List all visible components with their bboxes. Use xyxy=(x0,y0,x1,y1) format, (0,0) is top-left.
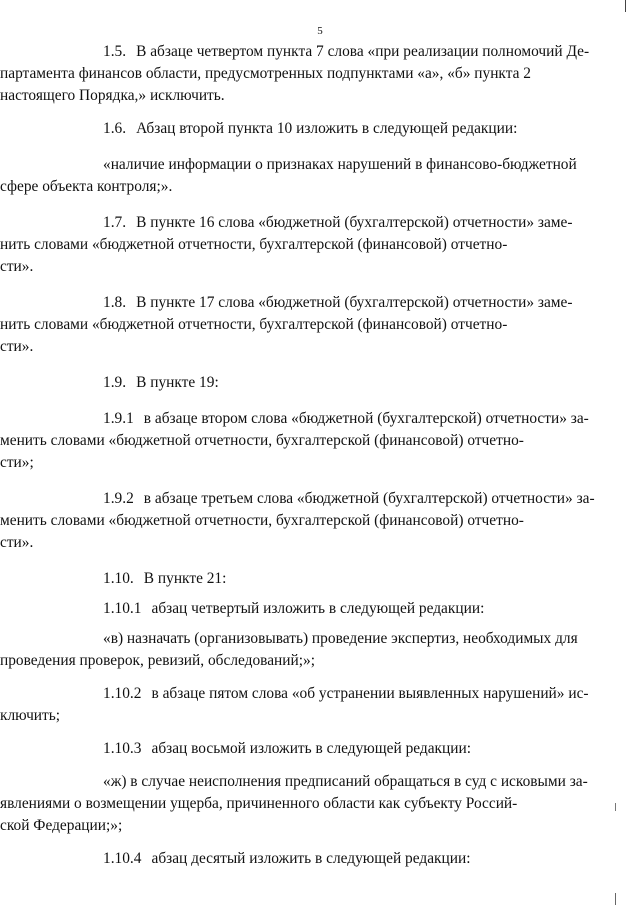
text-line xyxy=(0,314,595,336)
paragraph xyxy=(0,771,595,837)
paragraph-text: сти». xyxy=(0,338,34,355)
paragraph xyxy=(0,212,595,278)
paragraph-text: явлениями о возмещении ущерба, причиненного области как субъекту Россий- xyxy=(0,795,518,812)
paragraph xyxy=(0,292,595,358)
paragraph-text: ключить; xyxy=(0,707,61,724)
paragraph-number: 1.10.4 xyxy=(103,850,142,867)
paragraph-number: 1.6. xyxy=(103,120,127,137)
text-line xyxy=(0,452,595,474)
paragraph xyxy=(103,568,595,590)
paragraph-number: 1.10.3 xyxy=(103,740,142,757)
text-line xyxy=(103,154,595,176)
paragraph-text: абзац восьмой изложить в следующей редакции: xyxy=(151,740,472,757)
paragraph-text: «в) назначать (организовывать) проведение экспертиз, необходимых для xyxy=(103,630,578,647)
paragraph xyxy=(0,408,595,474)
text-line xyxy=(0,793,595,815)
paragraph-text: ской Федерации;»; xyxy=(0,817,123,834)
paragraph xyxy=(0,154,595,198)
paragraph-text: в абзаце третьем слова «бюджетной (бухгалтерской) отчетности» за- xyxy=(143,490,595,507)
paragraph-text: настоящего Порядка,» исключить. xyxy=(0,87,225,104)
paragraph xyxy=(103,598,595,620)
paragraph-text: В абзаце четвертом пункта 7 слова «при реализации полномочий Де- xyxy=(136,43,590,60)
paragraph-text: абзац десятый изложить в следующей редакции: xyxy=(151,850,471,867)
text-line xyxy=(103,848,595,870)
paragraph-text: менить словами «бюджетной отчетности, бухгалтерской (финансовой) отчетно- xyxy=(0,432,524,449)
paragraph-text: в абзаце втором слова «бюджетной (бухгалтерской) отчетности» за- xyxy=(143,410,589,427)
text-line xyxy=(103,41,595,63)
paragraph-number: 1.5. xyxy=(103,43,127,60)
paragraph-number: 1.8. xyxy=(103,294,127,311)
paragraph-number: 1.9.1 xyxy=(103,410,134,427)
paragraph xyxy=(0,683,595,727)
text-line xyxy=(103,118,595,140)
paragraph-text: сфере объекта контроля;». xyxy=(0,178,173,195)
paragraph xyxy=(0,41,595,107)
text-line xyxy=(0,336,595,358)
paragraph-text: сти». xyxy=(0,534,34,551)
paragraph-number: 1.10.2 xyxy=(103,685,142,702)
text-line xyxy=(0,705,595,727)
text-line xyxy=(0,85,595,107)
paragraph-number: 1.10. xyxy=(103,570,134,587)
text-line xyxy=(0,815,595,837)
text-line xyxy=(103,212,595,234)
paragraph-text: «наличие информации о признаках нарушений в финансово-бюджетной xyxy=(103,156,577,173)
text-line xyxy=(0,256,595,278)
paragraph-text: нить словами «бюджетной отчетности, бухгалтерской (финансовой) отчетно- xyxy=(0,236,508,253)
paragraph-text: Абзац второй пункта 10 изложить в следующей редакции: xyxy=(136,120,518,137)
scan-mark xyxy=(615,803,616,811)
paragraph-number: 1.9. xyxy=(103,374,127,391)
paragraph-text: менить словами «бюджетной отчетности, бухгалтерской (финансовой) отчетно- xyxy=(0,512,524,529)
paragraph-number: 1.9.2 xyxy=(103,490,134,507)
text-line xyxy=(103,598,595,620)
paragraph-text: сти». xyxy=(0,258,34,275)
scan-mark xyxy=(625,0,626,12)
text-line xyxy=(103,488,595,510)
text-line xyxy=(103,628,595,650)
paragraph xyxy=(0,488,595,554)
text-line xyxy=(103,568,595,590)
paragraph-text: «ж) в случае неисполнения предписаний обращаться в суд с исковыми за- xyxy=(103,773,588,790)
paragraph xyxy=(103,738,595,760)
text-line xyxy=(103,408,595,430)
text-line xyxy=(0,510,595,532)
paragraph-number: 1.7. xyxy=(103,214,127,231)
text-line xyxy=(103,292,595,314)
paragraph-text: В пункте 16 слова «бюджетной (бухгалтерской) отчетности» заме- xyxy=(136,214,573,231)
scan-mark xyxy=(615,893,616,905)
paragraph-text: В пункте 21: xyxy=(143,570,227,587)
paragraph-text: абзац четвертый изложить в следующей редакции: xyxy=(151,600,485,617)
paragraph xyxy=(103,848,595,870)
page-number: 5 xyxy=(317,25,323,37)
paragraph-text: в абзаце пятом слова «об устранении выявленных нарушений» ис- xyxy=(151,685,589,702)
text-line xyxy=(0,430,595,452)
text-line xyxy=(103,683,595,705)
text-line xyxy=(0,176,595,198)
paragraph-text: партамента финансов области, предусмотренных подпунктами «а», «б» пункта 2 xyxy=(0,65,531,82)
paragraph-number: 1.10.1 xyxy=(103,600,142,617)
document-body xyxy=(0,41,595,870)
paragraph-text: В пункте 17 слова «бюджетной (бухгалтерской) отчетности» заме- xyxy=(136,294,573,311)
paragraph xyxy=(0,628,595,672)
text-line xyxy=(0,532,595,554)
text-line xyxy=(0,63,595,85)
text-line xyxy=(103,771,595,793)
paragraph-text: сти»; xyxy=(0,454,34,471)
paragraph xyxy=(103,118,595,140)
paragraph-text: нить словами «бюджетной отчетности, бухгалтерской (финансовой) отчетно- xyxy=(0,316,508,333)
text-line xyxy=(103,738,595,760)
paragraph-text: проведения проверок, ревизий, обследований;»; xyxy=(0,652,316,669)
paragraph xyxy=(103,372,595,394)
text-line xyxy=(0,650,595,672)
text-line xyxy=(0,234,595,256)
paragraph-text: В пункте 19: xyxy=(136,374,219,391)
text-line xyxy=(103,372,595,394)
